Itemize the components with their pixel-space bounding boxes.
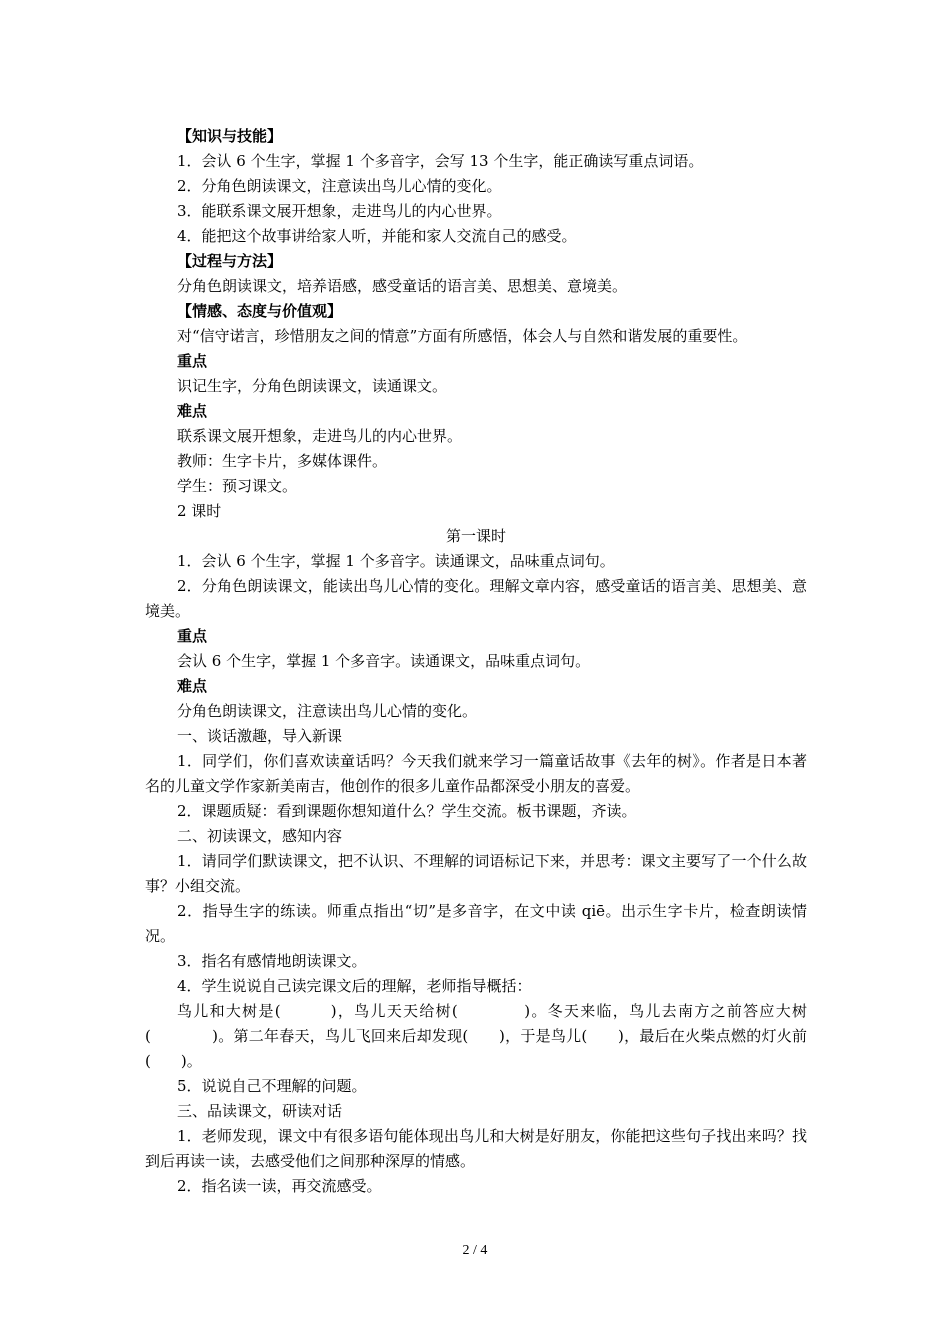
document-body bbox=[145, 124, 807, 1199]
paragraph: 三、品读课文，研读对话 bbox=[177, 1102, 343, 1120]
paragraph: 分角色朗读课文，注意读出鸟儿心情的变化。 bbox=[177, 702, 478, 720]
paragraph: 2 课时 bbox=[177, 502, 222, 520]
paragraph: 联系课文展开想象，走进鸟儿的内心世界。 bbox=[177, 427, 463, 445]
section-heading: 【知识与技能】 bbox=[177, 127, 283, 145]
paragraph: 2．课题质疑：看到课题你想知道什么？学生交流。板书课题，齐读。 bbox=[177, 802, 637, 820]
section-heading: 难点 bbox=[177, 402, 208, 420]
paragraph: 1．同学们，你们喜欢读童话吗？今天我们就来学习一篇童话故事《去年的树》。作者是日本著名的儿童文学作家新美南吉，他创作的很多儿童作品都深受小朋友的喜爱。 bbox=[145, 752, 807, 795]
paragraph: 对“信守诺言，珍惜朋友之间的情意”方面有所感悟，体会人与自然和谐发展的重要性。 bbox=[177, 327, 748, 345]
paragraph: 二、初读课文，感知内容 bbox=[177, 827, 343, 845]
paragraph: 鸟儿和大树是( )，鸟儿天天给树( )。冬天来临，鸟儿去南方之前答应大树 ( )。第二年春天，鸟儿飞回来后却发现( )，于是鸟儿( )，最后在火柴点燃的灯火前( )。 bbox=[145, 1002, 807, 1070]
paragraph: 1．会认 6 个生字，掌握 1 个多音字。读通课文，品味重点词句。 bbox=[177, 552, 615, 570]
paragraph: 4．学生说说自己读完课文后的理解，老师指导概括： bbox=[177, 977, 532, 995]
paragraph: 分角色朗读课文，培养语感，感受童话的语言美、思想美、意境美。 bbox=[177, 277, 628, 295]
paragraph: 识记生字，分角色朗读课文，读通课文。 bbox=[177, 377, 448, 395]
paragraph: 3．能联系课文展开想象，走进鸟儿的内心世界。 bbox=[177, 202, 502, 220]
lesson-title: 第一课时 bbox=[445, 527, 506, 545]
paragraph: 2．指导生字的练读。师重点指出“切”是多音字，在文中读 qiē。出示生字卡片，检查朗读情况。 bbox=[145, 902, 807, 945]
paragraph: 学生：预习课文。 bbox=[177, 477, 298, 495]
paragraph: 4．能把这个故事讲给家人听，并能和家人交流自己的感受。 bbox=[177, 227, 577, 245]
paragraph: 5．说说自己不理解的问题。 bbox=[177, 1077, 367, 1095]
paragraph: 1．老师发现，课文中有很多语句能体现出鸟儿和大树是好朋友，你能把这些句子找出来吗？找到后再读一读，去感受他们之间那种深厚的情感。 bbox=[145, 1127, 807, 1170]
paragraph: 1．请同学们默读课文，把不认识、不理解的词语标记下来，并思考：课文主要写了一个什么故事？小组交流。 bbox=[145, 852, 807, 895]
paragraph: 会认 6 个生字，掌握 1 个多音字。读通课文，品味重点词句。 bbox=[177, 652, 591, 670]
section-heading: 【过程与方法】 bbox=[177, 252, 283, 270]
paragraph: 2．指名读一读，再交流感受。 bbox=[177, 1177, 382, 1195]
page-number: 2 / 4 bbox=[462, 1243, 488, 1258]
paragraph: 1．会认 6 个生字，掌握 1 个多音字，会写 13 个生字，能正确读写重点词语。 bbox=[177, 152, 704, 170]
paragraph: 2．分角色朗读课文，注意读出鸟儿心情的变化。 bbox=[177, 177, 502, 195]
paragraph: 一、谈话激趣，导入新课 bbox=[177, 727, 343, 745]
section-heading: 难点 bbox=[177, 677, 208, 695]
section-heading: 【情感、态度与价值观】 bbox=[177, 302, 343, 320]
paragraph: 3．指名有感情地朗读课文。 bbox=[177, 952, 367, 970]
paragraph: 教师：生字卡片，多媒体课件。 bbox=[177, 452, 388, 470]
paragraph: 2．分角色朗读课文，能读出鸟儿心情的变化。理解文章内容，感受童话的语言美、思想美、意境美。 bbox=[145, 577, 807, 620]
section-heading: 重点 bbox=[177, 627, 208, 645]
section-heading: 重点 bbox=[177, 352, 208, 370]
